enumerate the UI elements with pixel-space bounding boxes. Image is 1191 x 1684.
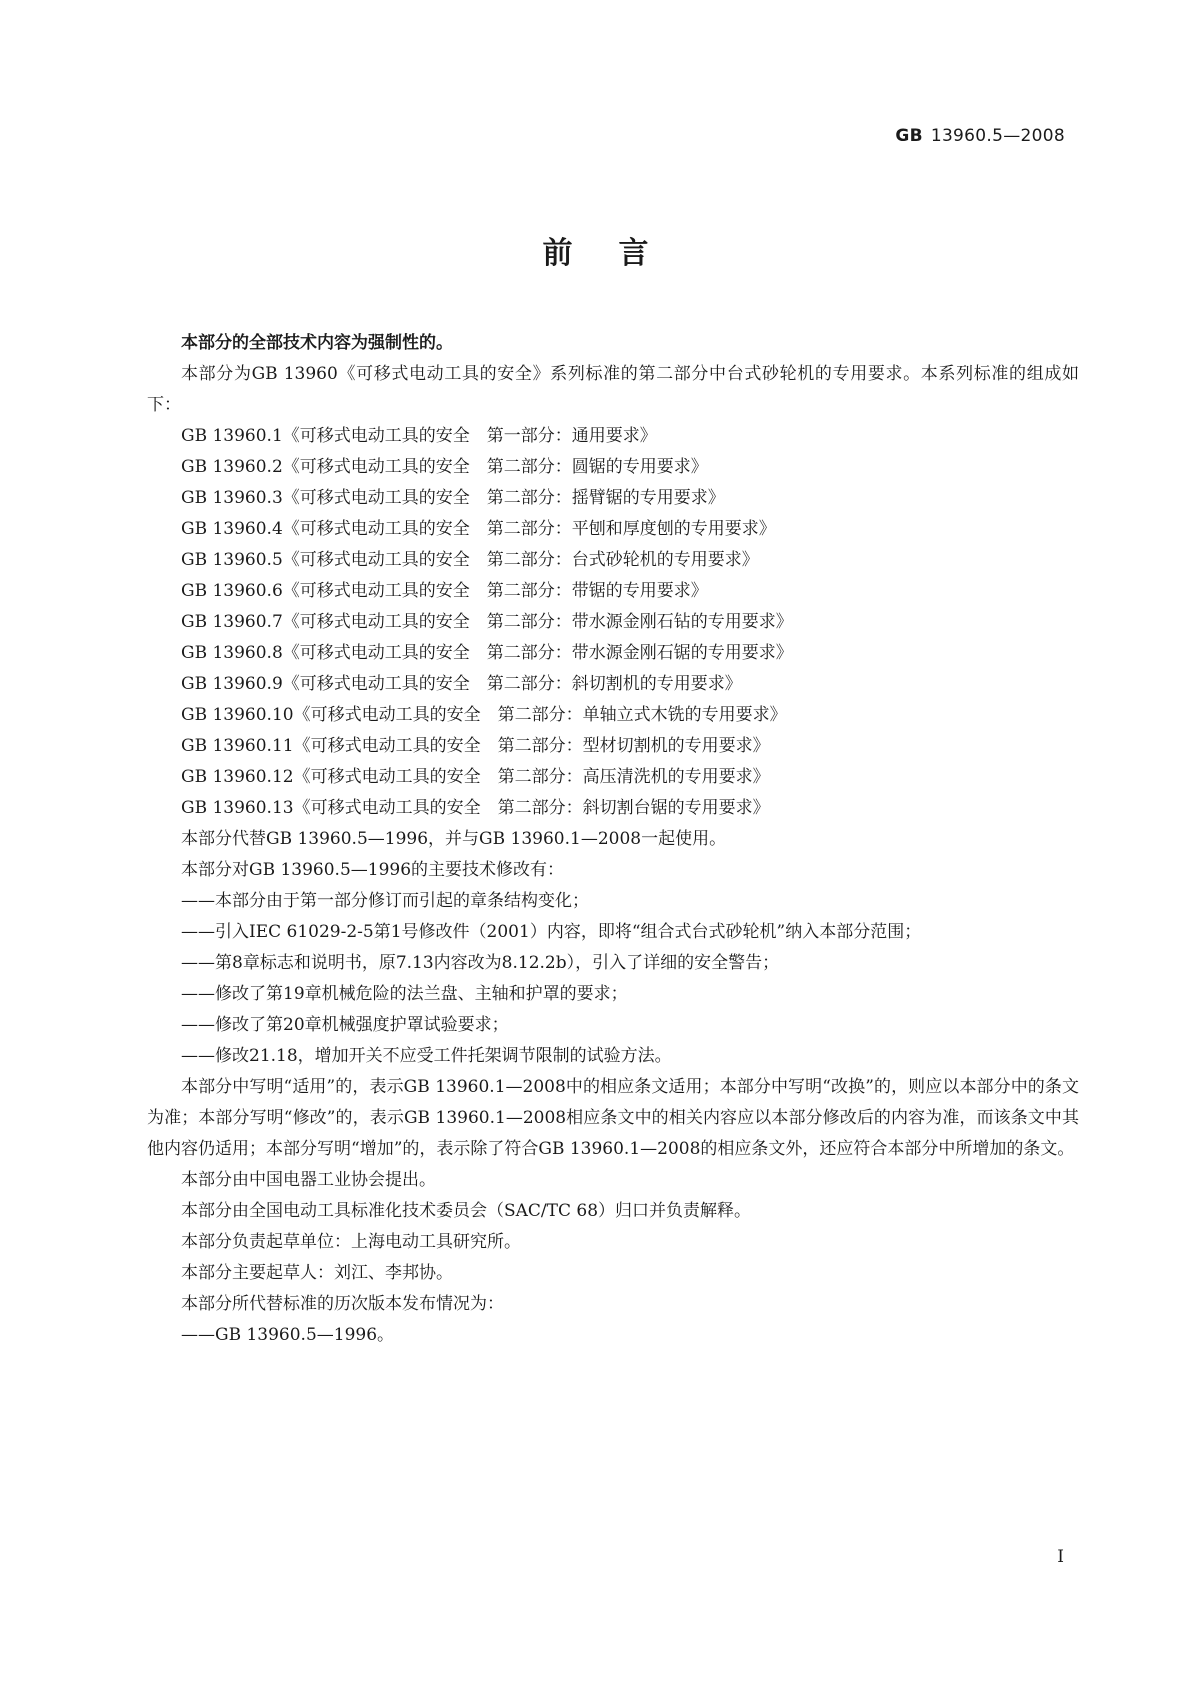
mandatory-statement: 本部分的全部技术内容为强制性的。 bbox=[181, 333, 453, 353]
drafting-unit: 本部分负责起草单位：上海电动工具研究所。 bbox=[181, 1232, 521, 1252]
series-item: GB 13960.3《可移式电动工具的安全 第二部分：摇臂锯的专用要求》 bbox=[181, 488, 725, 508]
series-list bbox=[147, 421, 1079, 824]
series-item: GB 13960.11《可移式电动工具的安全 第二部分：型材切割机的专用要求》 bbox=[181, 736, 770, 756]
change-item: ——修改21.18，增加开关不应受工件托架调节限制的试验方法。 bbox=[181, 1046, 672, 1066]
series-item: GB 13960.10《可移式电动工具的安全 第二部分：单轴立式木铣的专用要求》 bbox=[181, 705, 787, 725]
replaces-paragraph: 本部分代替GB 13960.5—1996，并与GB 13960.1—2008一起使用。 bbox=[181, 829, 727, 849]
series-item: GB 13960.2《可移式电动工具的安全 第二部分：圆锯的专用要求》 bbox=[181, 457, 708, 477]
history-item: ——GB 13960.5—1996。 bbox=[181, 1325, 395, 1345]
standard-number-header bbox=[895, 126, 1065, 146]
change-item: ——修改了第19章机械危险的法兰盘、主轴和护罩的要求； bbox=[181, 984, 628, 1004]
page-title: 前言 bbox=[542, 236, 695, 271]
changes-intro: 本部分对GB 13960.5—1996的主要技术修改有： bbox=[181, 860, 565, 880]
intro-paragraph: 本部分为GB 13960《可移式电动工具的安全》系列标准的第二部分中台式砂轮机的专用要求。本系列标准的组成如下： bbox=[147, 364, 1079, 415]
series-item: GB 13960.8《可移式电动工具的安全 第二部分：带水源金刚石锯的专用要求》 bbox=[181, 643, 793, 663]
page-number: I bbox=[1057, 1547, 1064, 1567]
series-item: GB 13960.5《可移式电动工具的安全 第二部分：台式砂轮机的专用要求》 bbox=[181, 550, 759, 570]
drafters: 本部分主要起草人：刘江、李邦协。 bbox=[181, 1263, 453, 1283]
standard-prefix: GB bbox=[895, 126, 923, 146]
proposed-by: 本部分由中国电器工业协会提出。 bbox=[181, 1170, 436, 1190]
change-item: ——修改了第20章机械强度护罩试验要求； bbox=[181, 1015, 509, 1035]
changes-list bbox=[147, 886, 1079, 1072]
series-item: GB 13960.12《可移式电动工具的安全 第二部分：高压清洗机的专用要求》 bbox=[181, 767, 770, 787]
standard-code: 13960.5—2008 bbox=[930, 126, 1065, 146]
series-item: GB 13960.13《可移式电动工具的安全 第二部分：斜切割台锯的专用要求》 bbox=[181, 798, 770, 818]
series-item: GB 13960.9《可移式电动工具的安全 第二部分：斜切割机的专用要求》 bbox=[181, 674, 742, 694]
change-item: ——本部分由于第一部分修订而引起的章条结构变化； bbox=[181, 891, 589, 911]
foreword-body bbox=[147, 328, 1079, 1351]
history-intro: 本部分所代替标准的历次版本发布情况为： bbox=[181, 1294, 504, 1314]
series-item: GB 13960.1《可移式电动工具的安全 第一部分：通用要求》 bbox=[181, 426, 657, 446]
series-item: GB 13960.4《可移式电动工具的安全 第二部分：平刨和厚度刨的专用要求》 bbox=[181, 519, 776, 539]
series-item: GB 13960.7《可移式电动工具的安全 第二部分：带水源金刚石钻的专用要求》 bbox=[181, 612, 793, 632]
change-item: ——引入IEC 61029-2-5第1号修改件（2001）内容，即将“组合式台式砂轮机”纳入本部分范围； bbox=[181, 922, 922, 942]
change-item: ——第8章标志和说明书，原7.13内容改为8.12.2b），引入了详细的安全警告； bbox=[181, 953, 780, 973]
usage-paragraph: 本部分中写明“适用”的，表示GB 13960.1—2008中的相应条文适用；本部分中写明“改换”的，则应以本部分中的条文为准；本部分写明“修改”的，表示GB 13960.1—2008相应条文中的相关内容应以本部分修改后的内容为准，而该条文中其他内容仍适用；本部分写明“增加”的，表示除了符合GB 13960.1—2008的相应条文外，还应符合本部分中所增加的条文。 bbox=[147, 1077, 1079, 1159]
series-item: GB 13960.6《可移式电动工具的安全 第二部分：带锯的专用要求》 bbox=[181, 581, 708, 601]
centralized-by: 本部分由全国电动工具标准化技术委员会（SAC/TC 68）归口并负责解释。 bbox=[181, 1201, 752, 1221]
